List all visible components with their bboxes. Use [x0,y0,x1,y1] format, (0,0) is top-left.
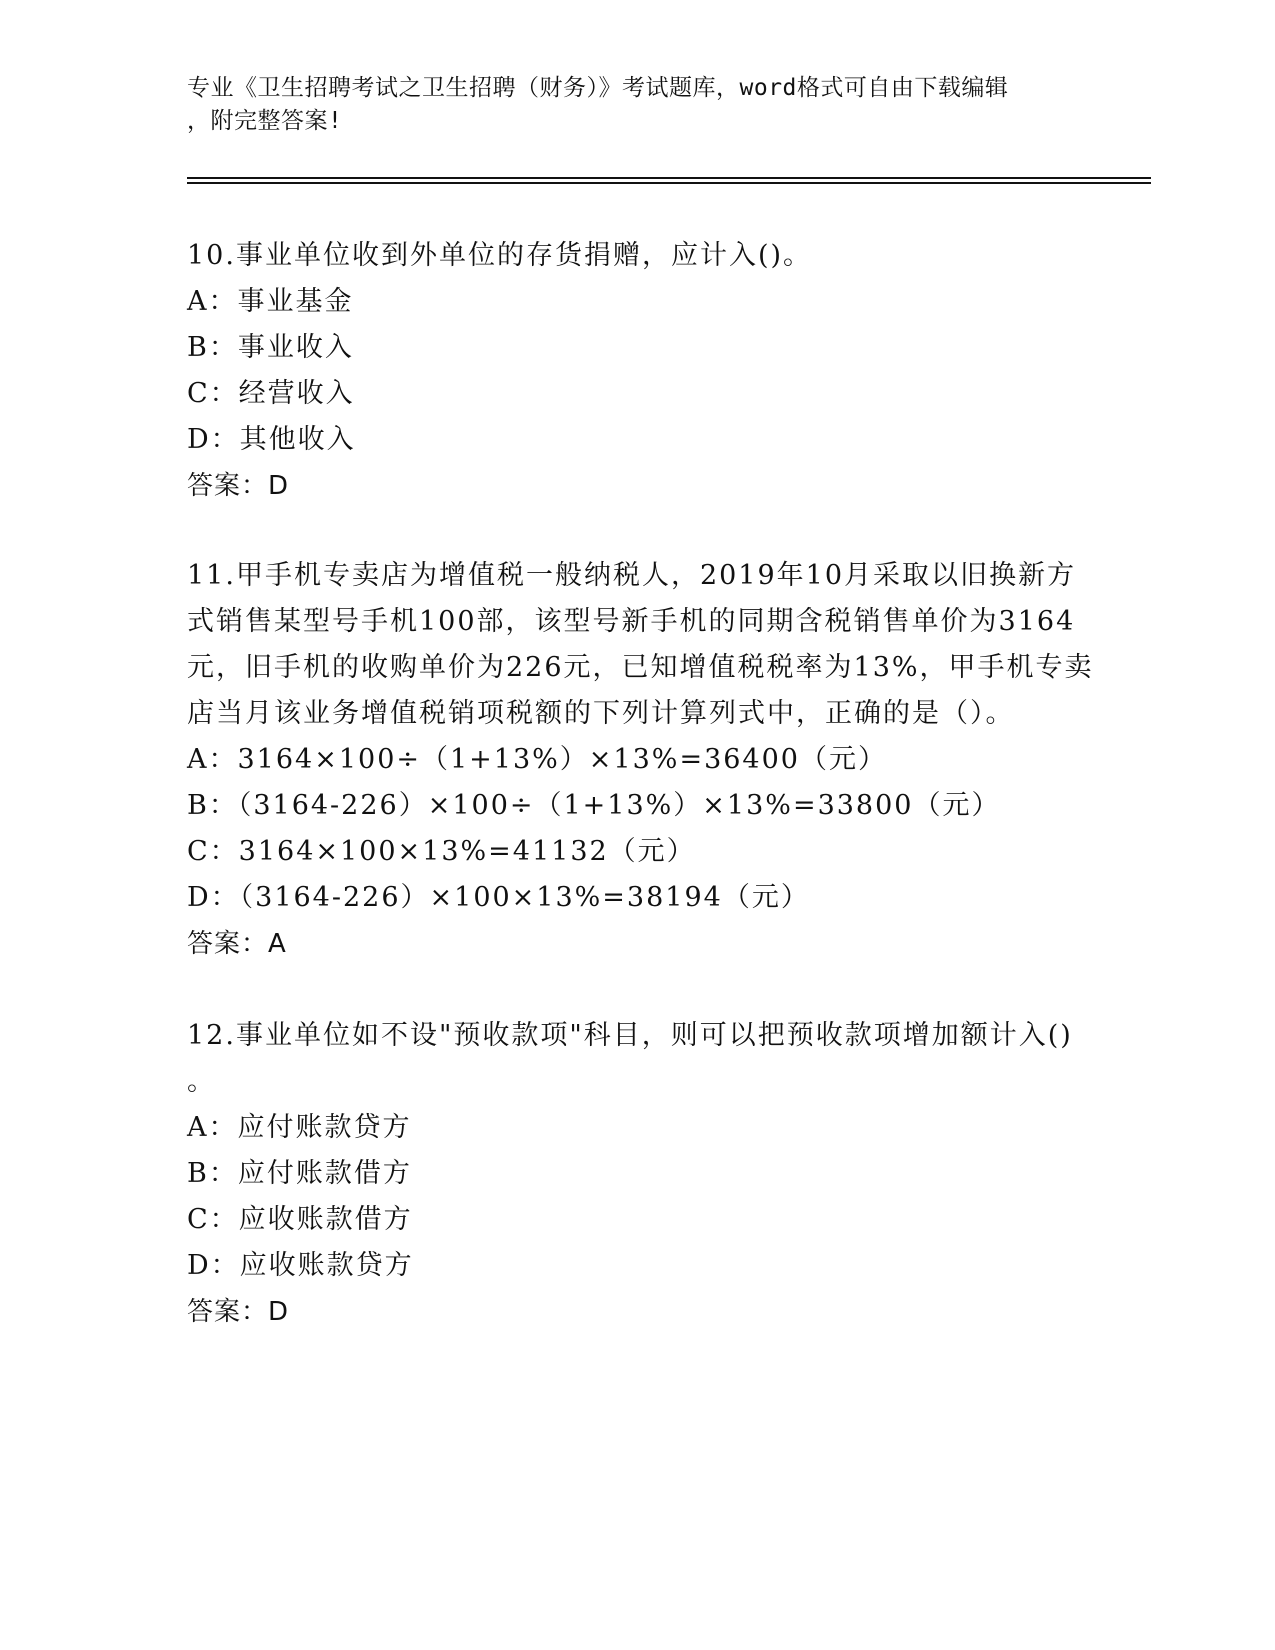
option-a: A：事业基金 [187,286,354,317]
question-stem: 元，旧手机的收购单价为226元，已知增值税税率为13%，甲手机专卖 [187,652,1094,683]
option-c: C：应收账款借方 [187,1204,413,1235]
answer: 答案：D [187,471,290,501]
question-stem: 12.事业单位如不设"预收款项"科目，则可以把预收款项增加额计入() [187,1020,1073,1051]
header-divider-bottom [187,182,1151,184]
option-d: D：应收账款贷方 [187,1250,414,1281]
header-line-2: ，附完整答案! [187,108,343,134]
header-line-1: 专业《卫生招聘考试之卫生招聘（财务）》考试题库，word格式可自由下载编辑 [187,75,1009,101]
question-stem: 。 [187,1066,216,1097]
question-stem: 店当月该业务增值税销项税额的下列计算列式中，正确的是（）。 [187,698,1015,729]
question-stem: 10.事业单位收到外单位的存货捐赠，应计入()。 [187,240,813,271]
answer: 答案：D [187,1297,290,1327]
question-12 [187,1013,1087,1335]
question-11 [187,553,1094,967]
question-10 [187,233,1087,509]
answer: 答案：A [187,929,287,959]
option-c: C：经营收入 [187,378,355,409]
option-b: B：事业收入 [187,332,354,363]
question-stem: 11.甲手机专卖店为增值税一般纳税人，2019年10月采取以旧换新方 [187,560,1077,591]
option-a: A：3164×100÷（1+13%）×13%=36400（元） [187,744,887,775]
option-b: B：应付账款借方 [187,1158,412,1189]
option-b: B：（3164-226）×100÷（1+13%）×13%=33800（元） [187,790,1001,821]
option-a: A：应付账款贷方 [187,1112,412,1143]
header-divider-top [187,177,1151,179]
option-d: D：其他收入 [187,424,356,455]
document-header [187,72,1067,138]
option-c: C：3164×100×13%=41132（元） [187,836,696,867]
question-stem: 式销售某型号手机100部，该型号新手机的同期含税销售单价为3164 [187,606,1076,637]
option-d: D：（3164-226）×100×13%=38194（元） [187,882,810,913]
